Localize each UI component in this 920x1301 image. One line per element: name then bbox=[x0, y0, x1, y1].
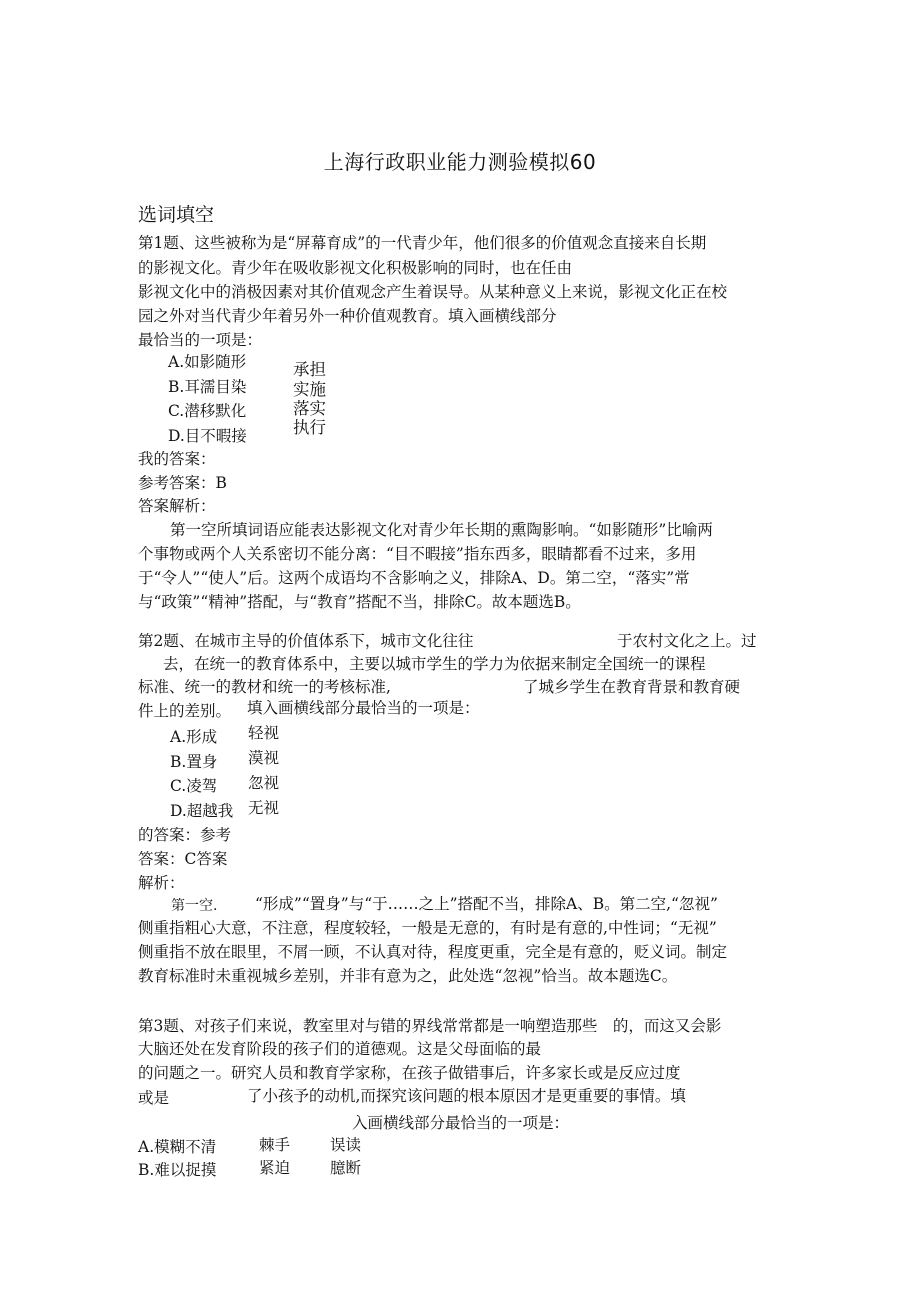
q1-word: 落实 bbox=[293, 399, 326, 418]
q1-reference-answer: 参考答案：B bbox=[138, 474, 227, 492]
q2-line: 第2题、在城市主导的价值体系下，城市文化往往 bbox=[138, 632, 474, 650]
q3-option-a[interactable]: A.模糊不清 bbox=[138, 1138, 217, 1156]
q1-line: 的影视文化。青少年在吸收影视文化积极影响的同时，也在任由 bbox=[138, 259, 573, 277]
q1-my-answer: 我的答案： bbox=[138, 450, 216, 468]
q2-analysis-label: 解析： bbox=[138, 874, 185, 892]
q2-line: 于农村文化之上。过 bbox=[617, 632, 757, 650]
q3-option-b[interactable]: B.难以捉摸 bbox=[138, 1161, 217, 1179]
q3-option-b-word2: 臆断 bbox=[330, 1159, 362, 1177]
q2-line: 去，在统一的教育体系中，主要以城市学生的学力为依据来制定全国统一的课程 bbox=[163, 655, 706, 673]
q2-option-c[interactable]: C.凌驾 bbox=[170, 777, 218, 795]
q3-option-a-word1: 棘手 bbox=[259, 1136, 291, 1154]
q2-option-a[interactable]: A.形成 bbox=[170, 728, 218, 746]
q1-line: 影视文化中的消极因素对其价值观念产生着误导。从某种意义上来说，影视文化正在校 bbox=[138, 283, 728, 301]
q1-line: 园之外对当代青少年着另外一种价值观教育。填入画横线部分 bbox=[138, 307, 557, 325]
q3-line: 第3题、对孩子们来说，教室里对与错的界线常常都是一响塑造那些 的，而这又会影 bbox=[138, 1017, 722, 1035]
q1-word: 实施 bbox=[293, 380, 326, 399]
q2-analysis-line: “形成”“置身”与“于……之上”搭配不当，排除A、B。第二空,“忽视” bbox=[255, 895, 718, 913]
q1-option-c[interactable]: C.潜移默化 bbox=[168, 402, 247, 420]
q2-option-d[interactable]: D.超越我 bbox=[170, 802, 234, 820]
q2-line: 件上的差别。 bbox=[138, 702, 232, 720]
q3-line: 大脑还处在发育阶段的孩子们的道德观。这是父母面临的最 bbox=[138, 1040, 542, 1058]
q1-analysis-line: 与“政策”“精神”搭配，与“教育”搭配不当，排除C。故本题选B。 bbox=[138, 593, 581, 611]
q3-line: 或是 bbox=[138, 1089, 170, 1107]
q3-line: 入画横线部分最恰当的一项是： bbox=[352, 1114, 570, 1132]
q2-word: 轻视 bbox=[248, 724, 280, 742]
q2-line: 了城乡学生在教育背景和教育硬 bbox=[523, 678, 741, 696]
page-title: 上海行政职业能力测验模拟60 bbox=[323, 150, 597, 174]
q2-line: 标准、统一的教材和统一的考核标准, bbox=[138, 678, 391, 696]
q2-analysis-line: 侧重指不放在眼里，不屑一顾，不认真对待，程度更重，完全是有意的，贬义词。制定 bbox=[138, 943, 728, 961]
q2-analysis-line: 教育标准时未重视城乡差别，并非有意为之，此处选“忽视”恰当。故本题选C。 bbox=[138, 967, 678, 985]
q3-option-b-word1: 紧迫 bbox=[259, 1159, 291, 1177]
q2-answer-line: 的答案：参考 bbox=[138, 826, 232, 844]
q1-analysis-label: 答案解析： bbox=[138, 497, 216, 515]
q2-word: 漠视 bbox=[248, 749, 280, 767]
q1-option-b[interactable]: B.耳濡目染 bbox=[168, 378, 247, 396]
q1-option-a[interactable]: A.如影随形 bbox=[168, 353, 247, 371]
q1-analysis-line: 个事物或两个人关系密切不能分离：“目不暇接”指东西多，眼睛都看不过来，多用 bbox=[138, 545, 697, 563]
q1-line: 第1题、这些被称为是“屏幕育成”的一代青少年，他们很多的价值观念直接来自长期 bbox=[138, 234, 707, 252]
q1-analysis-line: 第一空所填词语应能表达影视文化对青少年长期的熏陶影响。“如影随形”比喻两 bbox=[170, 521, 713, 539]
q1-analysis-line: 于“令人”“使人”后。这两个成语均不含影响之义，排除A、D。第二空，“落实”常 bbox=[138, 569, 690, 587]
q1-option-d[interactable]: D.目不暇接 bbox=[168, 427, 247, 445]
q2-option-b[interactable]: B.置身 bbox=[170, 753, 218, 771]
q3-line: 的问题之一。研究人员和教育学家称，在孩子做错事后，许多家长或是反应过度 bbox=[138, 1064, 681, 1082]
q2-word: 忽视 bbox=[248, 774, 280, 792]
q2-analysis-line: 第一空. bbox=[171, 898, 218, 914]
q2-answer-line: 答案：C答案 bbox=[138, 850, 228, 868]
q2-analysis-line: 侧重指粗心大意，不注意，程度较轻，一般是无意的，有时是有意的,中性词；“无视” bbox=[138, 919, 717, 937]
q3-option-a-word2: 误读 bbox=[330, 1136, 362, 1154]
q1-line: 最恰当的一项是： bbox=[138, 331, 263, 349]
q1-word: 执行 bbox=[293, 418, 326, 437]
q2-line: 填入画横线部分最恰当的一项是： bbox=[247, 699, 480, 717]
section-heading: 选词填空 bbox=[138, 204, 215, 226]
q1-word: 承担 bbox=[293, 360, 326, 379]
q2-word: 无视 bbox=[248, 799, 280, 817]
q3-line: 了小孩予的动机,而探究该问题的根本原因才是更重要的事情。填 bbox=[247, 1087, 686, 1105]
